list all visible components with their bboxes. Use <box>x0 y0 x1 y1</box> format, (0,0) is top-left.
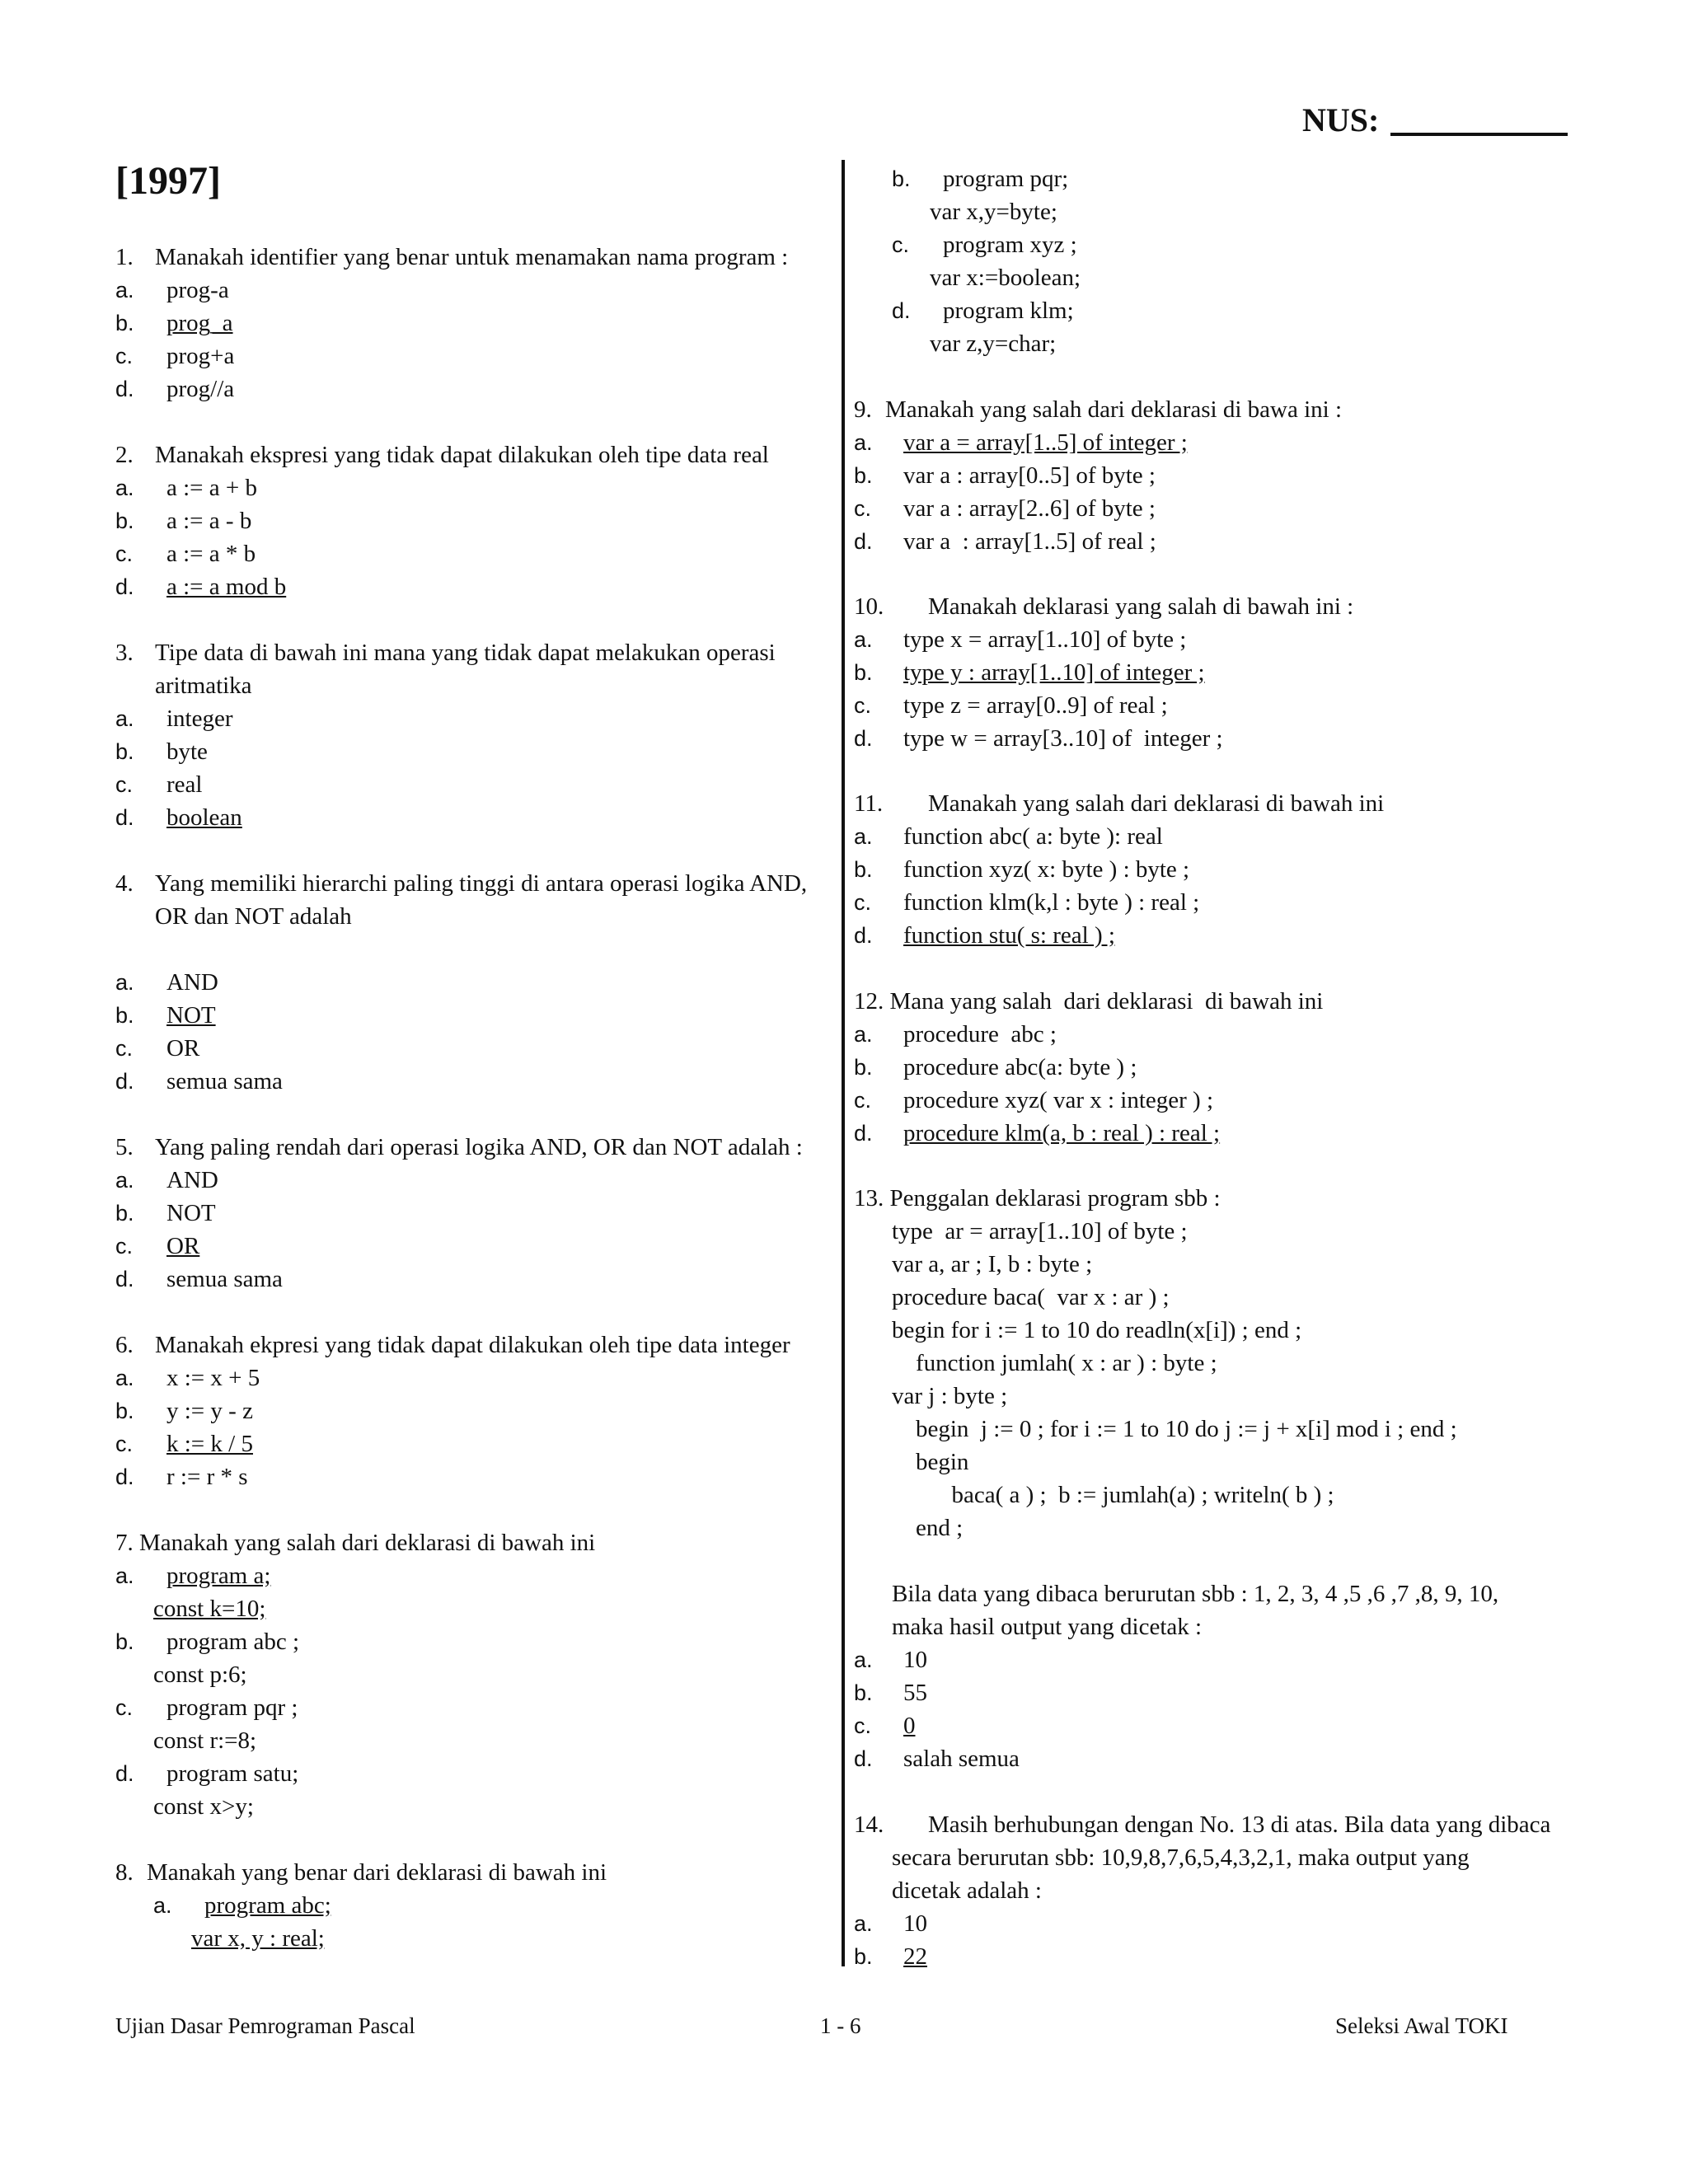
question-13 <box>854 1182 1596 1775</box>
option-line: const p:6; <box>153 1661 247 1688</box>
question-stem <box>854 590 1596 623</box>
option-letter: a. <box>854 627 873 652</box>
option-text: procedure abc ; <box>903 1021 1057 1047</box>
option-c <box>115 768 824 801</box>
option-letter: c. <box>115 541 134 566</box>
option-text: OR <box>166 1035 200 1062</box>
option-line: program a; <box>166 1563 271 1589</box>
option-b <box>115 999 824 1032</box>
option-line: var x,y=byte; <box>930 199 1057 225</box>
option-a <box>115 1889 824 1955</box>
code-line: var j : byte ; <box>892 1383 1008 1409</box>
question-text: Manakah deklarasi yang salah di bawah ini : <box>928 593 1354 620</box>
option-letter: d. <box>115 1267 134 1291</box>
option-b <box>854 1676 1596 1709</box>
question-number: 10. <box>854 593 884 620</box>
option-letter: d. <box>115 1761 134 1786</box>
option-text: AND <box>166 1167 218 1193</box>
option-text: var a : array[0..5] of byte ; <box>903 462 1156 489</box>
option-letter: b. <box>115 1201 134 1226</box>
option-b <box>115 735 824 768</box>
option-letter: b. <box>854 1055 873 1080</box>
question-9 <box>854 393 1596 558</box>
code-line: begin <box>892 1449 969 1475</box>
question-stem <box>115 241 841 274</box>
option-letter: d. <box>892 298 911 323</box>
option-letter: a. <box>115 1168 134 1193</box>
question-stem <box>115 1131 841 1164</box>
option-letter: a. <box>854 1022 873 1047</box>
question-text: Manakah yang benar dari deklarasi di bawah ini <box>147 1859 607 1886</box>
question-number: 2. <box>115 442 134 468</box>
code-line: procedure baca( var x : ar ) ; <box>892 1284 1170 1310</box>
option-letter: b. <box>115 1629 134 1654</box>
option-letter: b. <box>854 1680 873 1705</box>
spacer <box>115 933 824 966</box>
option-c <box>115 1691 824 1757</box>
option-b <box>854 1051 1596 1084</box>
option-letter: d. <box>115 805 134 830</box>
option-letter: b. <box>115 509 134 533</box>
question-text: Manakah yang salah dari deklarasi di bawah ini <box>928 790 1385 817</box>
question-12 <box>854 985 1596 1150</box>
option-text: var a : array[1..5] of real ; <box>903 528 1156 555</box>
option-a <box>115 1559 824 1625</box>
option-letter: b. <box>892 166 911 191</box>
option-b <box>854 853 1596 886</box>
question-number: 3. <box>115 640 134 666</box>
option-line: program abc; <box>204 1892 331 1919</box>
question-text: 12. Mana yang salah dari deklarasi di bawah ini <box>854 988 1324 1015</box>
footer-left: Ujian Dasar Pemrograman Pascal <box>115 2013 415 2038</box>
option-letter: d. <box>115 1069 134 1094</box>
question-stem <box>854 787 1596 820</box>
question-note: maka hasil output yang dicetak : <box>892 1614 1203 1640</box>
option-text: real <box>166 771 203 798</box>
option-text: procedure klm(a, b : real ) : real ; <box>903 1120 1221 1146</box>
column-divider <box>842 160 845 1966</box>
option-a <box>854 426 1596 459</box>
question-number: 6. <box>115 1332 134 1358</box>
question-number: 14. <box>854 1811 884 1838</box>
question-text: Yang paling rendah dari operasi logika AND, OR dan NOT adalah : <box>155 1134 803 1160</box>
option-c <box>115 1427 841 1460</box>
option-letter: c. <box>115 344 134 368</box>
option-a <box>115 966 824 999</box>
question-text: Yang memiliki hierarchi paling tinggi di antara operasi logika AND, OR dan NOT adalah <box>155 870 808 930</box>
option-text: 10 <box>903 1910 927 1937</box>
question-text: Manakah yang salah dari deklarasi di bawa ini : <box>885 396 1343 423</box>
option-letter: d. <box>854 923 873 948</box>
option-text: prog+a <box>166 343 235 369</box>
question-stem <box>115 1856 824 1889</box>
option-text: a := a - b <box>166 508 252 534</box>
option-line: var x:=boolean; <box>930 265 1081 291</box>
option-c <box>854 689 1596 722</box>
option-c <box>854 492 1596 525</box>
option-a <box>115 1361 841 1394</box>
option-letter: b. <box>854 660 873 685</box>
option-text: 10 <box>903 1647 927 1673</box>
option-d <box>115 1263 841 1296</box>
option-letter: c. <box>115 772 134 797</box>
question-text: 7. Manakah yang salah dari deklarasi di bawah ini <box>115 1530 596 1556</box>
question-text: Masih berhubungan dengan No. 13 di atas. Bila data yang dibaca <box>928 1811 1551 1838</box>
question-10 <box>854 590 1596 755</box>
option-letter: a. <box>153 1893 172 1918</box>
question-stem <box>115 438 841 471</box>
question-stem <box>115 1329 841 1361</box>
option-text: prog//a <box>166 376 235 402</box>
option-d <box>115 373 841 405</box>
option-letter: d. <box>854 1746 873 1771</box>
option-letter: d. <box>854 529 873 554</box>
option-text: 22 <box>903 1943 927 1970</box>
question-2 <box>115 438 841 603</box>
option-c <box>115 1032 824 1065</box>
option-text: NOT <box>166 1002 216 1029</box>
option-text: function xyz( x: byte ) : byte ; <box>903 856 1190 883</box>
option-letter: c. <box>115 1695 134 1720</box>
option-text: y := y - z <box>166 1398 253 1424</box>
question-text: Manakah ekpresi yang tidak dapat dilakukan oleh tipe data integer <box>155 1332 790 1358</box>
question-8-continued <box>892 162 1601 360</box>
nus-label: NUS: <box>1302 101 1380 138</box>
option-d <box>854 525 1596 558</box>
option-line: program pqr ; <box>166 1694 298 1721</box>
option-d <box>115 1460 841 1493</box>
option-letter: c. <box>115 1036 134 1061</box>
option-letter: a. <box>115 1366 134 1390</box>
option-line: const x>y; <box>153 1793 254 1820</box>
option-a <box>115 274 841 307</box>
question-note: Bila data yang dibaca berurutan sbb : 1, 2, 3, 4 ,5 ,6 ,7 ,8, 9, 10, <box>892 1581 1499 1607</box>
option-text: type z = array[0..9] of real ; <box>903 692 1168 719</box>
option-text: 0 <box>903 1713 916 1739</box>
option-c <box>115 1230 841 1263</box>
option-c <box>892 228 1601 294</box>
question-number: 11. <box>854 790 884 817</box>
question-number: 1. <box>115 244 134 270</box>
option-a <box>854 1907 1596 1940</box>
option-letter: a. <box>115 476 134 500</box>
question-4 <box>115 867 824 1098</box>
option-d <box>854 919 1596 952</box>
option-c <box>115 537 841 570</box>
question-number: 4. <box>115 870 134 897</box>
option-text: type x = array[1..10] of byte ; <box>903 626 1187 653</box>
option-a <box>854 623 1596 656</box>
option-letter: c. <box>854 890 872 915</box>
option-letter: d. <box>854 1121 873 1146</box>
question-5 <box>115 1131 841 1296</box>
option-line: program abc ; <box>166 1629 300 1655</box>
question-7 <box>115 1526 824 1823</box>
option-letter: a. <box>854 430 873 455</box>
question-14 <box>854 1808 1596 1973</box>
option-letter: b. <box>115 739 134 764</box>
question-number: 9. <box>854 396 872 423</box>
nus-blank-line <box>1390 100 1568 136</box>
option-letter: c. <box>854 1088 872 1113</box>
option-d <box>115 1065 824 1098</box>
option-text: procedure xyz( var x : integer ) ; <box>903 1087 1214 1113</box>
question-text: Tipe data di bawah ini mana yang tidak dapat melakukan operasi aritmatika <box>155 640 776 699</box>
question-number: 8. <box>115 1859 134 1886</box>
code-line: function jumlah( x : ar ) : byte ; <box>892 1350 1217 1376</box>
nus-field <box>1302 99 1568 142</box>
option-text: type w = array[3..10] of integer ; <box>903 725 1223 752</box>
option-letter: c. <box>854 693 872 718</box>
option-d <box>115 801 824 834</box>
option-text: prog_a <box>166 310 233 336</box>
option-b <box>854 656 1596 689</box>
option-letter: a. <box>854 824 873 849</box>
option-text: NOT <box>166 1200 216 1226</box>
option-text: byte <box>166 738 208 765</box>
option-c <box>854 1084 1596 1117</box>
option-letter: d. <box>115 377 134 401</box>
option-b <box>115 307 841 340</box>
footer-page-number: 1 - 6 <box>820 2013 861 2038</box>
option-letter: c. <box>854 1713 872 1738</box>
question-11 <box>854 787 1596 952</box>
option-b <box>854 459 1596 492</box>
option-text: AND <box>166 969 218 996</box>
option-d <box>892 294 1601 360</box>
option-letter: b. <box>115 311 134 335</box>
question-text: dicetak adalah : <box>892 1877 1042 1904</box>
option-a <box>854 1018 1596 1051</box>
option-letter: a. <box>854 1911 873 1936</box>
option-c <box>854 1709 1596 1742</box>
option-text: function abc( a: byte ): real <box>903 823 1163 850</box>
option-text: 55 <box>903 1680 927 1706</box>
option-text: integer <box>166 705 233 732</box>
option-d <box>854 1742 1596 1775</box>
code-line: type ar = array[1..10] of byte ; <box>892 1218 1188 1244</box>
option-line: const k=10; <box>153 1596 266 1622</box>
option-text: a := a * b <box>166 541 256 567</box>
question-number: 5. <box>115 1134 134 1160</box>
code-line: begin j := 0 ; for i := 1 to 10 do j := j + x[i] mod i ; end ; <box>892 1416 1457 1442</box>
code-line: begin for i := 1 to 10 do readln(x[i]) ; end ; <box>892 1317 1302 1343</box>
option-text: a := a + b <box>166 475 258 501</box>
code-line: var a, ar ; I, b : byte ; <box>892 1251 1093 1277</box>
option-b <box>854 1940 1596 1973</box>
option-a <box>115 1164 841 1197</box>
question-stem <box>115 636 824 702</box>
option-line: program xyz ; <box>943 232 1077 258</box>
option-line: program pqr; <box>943 166 1069 192</box>
question-text: 13. Penggalan deklarasi program sbb : <box>854 1185 1221 1212</box>
option-c <box>854 886 1596 919</box>
option-line: var x, y : real; <box>191 1925 325 1952</box>
option-letter: b. <box>115 1399 134 1423</box>
option-b <box>115 1625 824 1691</box>
option-letter: d. <box>115 574 134 599</box>
question-8 <box>115 1856 824 1955</box>
option-text: semua sama <box>166 1266 283 1292</box>
option-letter: b. <box>854 857 873 882</box>
question-3 <box>115 636 824 834</box>
footer-right: Seleksi Awal TOKI <box>1335 2013 1508 2038</box>
question-1 <box>115 241 841 405</box>
option-d <box>854 722 1596 755</box>
question-6 <box>115 1329 841 1493</box>
option-letter: b. <box>854 463 873 488</box>
option-text: salah semua <box>903 1746 1020 1772</box>
option-letter: c. <box>892 232 910 257</box>
option-a <box>115 702 824 735</box>
option-text: procedure abc(a: byte ) ; <box>903 1054 1137 1080</box>
option-text: type y : array[1..10] of integer ; <box>903 659 1205 686</box>
option-d <box>115 1757 824 1823</box>
option-b <box>115 1197 841 1230</box>
option-text: x := x + 5 <box>166 1365 260 1391</box>
code-line: end ; <box>892 1515 964 1541</box>
code-line: baca( a ) ; b := jumlah(a) ; writeln( b ) ; <box>892 1482 1334 1508</box>
option-letter: a. <box>115 1563 134 1588</box>
code-block <box>854 1215 1596 1643</box>
option-text: function stu( s: real ) ; <box>903 922 1115 949</box>
option-text: a := a mod b <box>166 574 287 600</box>
question-stem <box>854 1808 1596 1841</box>
option-letter: a. <box>115 970 134 995</box>
option-text: var a : array[2..6] of byte ; <box>903 495 1156 522</box>
option-line: const r:=8; <box>153 1727 257 1754</box>
option-b <box>115 1394 841 1427</box>
option-letter: b. <box>854 1944 873 1969</box>
option-text: OR <box>166 1233 200 1259</box>
option-letter: a. <box>115 278 134 302</box>
option-d <box>115 570 841 603</box>
year-heading: [1997] <box>115 159 221 203</box>
option-text: prog-a <box>166 277 229 303</box>
question-text: Manakah identifier yang benar untuk menamakan nama program : <box>155 244 789 270</box>
option-line: program satu; <box>166 1760 299 1787</box>
option-text: boolean <box>166 804 242 831</box>
option-line: var z,y=char; <box>930 330 1057 357</box>
option-letter: a. <box>115 706 134 731</box>
option-letter: d. <box>854 726 873 751</box>
option-b <box>115 504 841 537</box>
spacer <box>892 1544 1596 1577</box>
option-a <box>115 471 841 504</box>
question-stem <box>115 867 824 933</box>
question-text: secara berurutan sbb: 10,9,8,7,6,5,4,3,2,1, maka output yang <box>892 1844 1470 1871</box>
option-letter: d. <box>115 1465 134 1489</box>
option-text: semua sama <box>166 1068 283 1094</box>
option-line: program klm; <box>943 298 1074 324</box>
option-letter: a. <box>854 1647 873 1672</box>
question-text: Manakah ekspresi yang tidak dapat dilakukan oleh tipe data real <box>155 442 769 468</box>
option-text: r := r * s <box>166 1464 248 1490</box>
option-b <box>892 162 1601 228</box>
option-text: var a = array[1..5] of integer ; <box>903 429 1188 456</box>
option-letter: c. <box>115 1432 134 1456</box>
option-letter: b. <box>115 1003 134 1028</box>
option-d <box>854 1117 1596 1150</box>
option-c <box>115 340 841 373</box>
option-letter: c. <box>854 496 872 521</box>
option-a <box>854 820 1596 853</box>
question-stem <box>854 393 1596 426</box>
option-a <box>854 1643 1596 1676</box>
option-text: k := k / 5 <box>166 1431 253 1457</box>
option-text: function klm(k,l : byte ) : real ; <box>903 889 1200 916</box>
option-letter: c. <box>115 1234 134 1258</box>
